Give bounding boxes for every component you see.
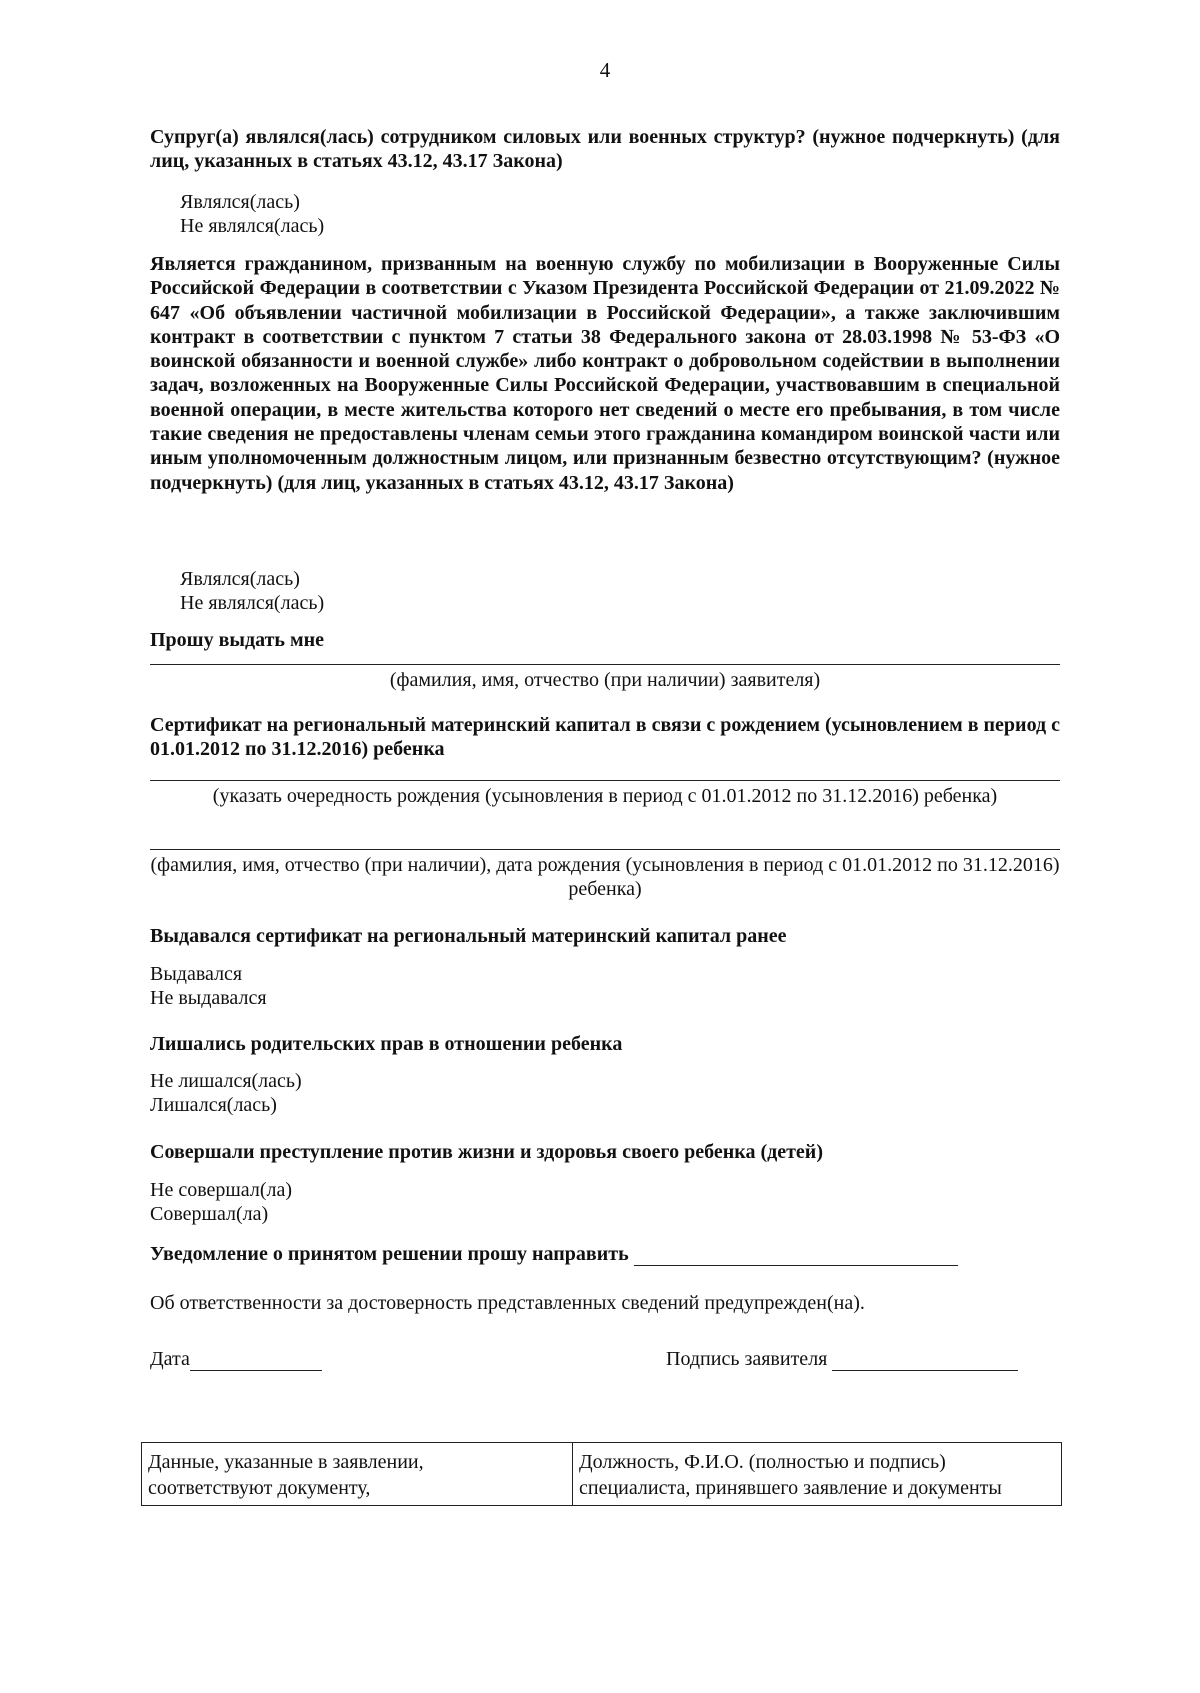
question-deprived: Лишались родительских прав в отношении ребенка — [150, 1033, 623, 1055]
verification-table — [141, 1442, 1062, 1506]
responsibility-statement: Об ответственности за достоверность представленных сведений предупрежден(на). — [150, 1292, 865, 1314]
options-deprived — [150, 1069, 302, 1117]
question-mobilized: Является гражданином, призванным на военную службу по мобилизации в Вооруженные Силы Российской Федерации в соответствии с Указом Президента Российской Федерации от 21.09.2022 № 647 «Об объявлении частичной мобилизации в Российской Федерации», а также заключившим контракт в соответствии с пунктом 7 статьи 38 Федерального закона от 28.03.1998 № 53-ФЗ «О воинской обязанности и военной службе» либо контракт о добровольном содействии в выполнении задач, возложенных на Вооруженные Силы Российской Федерации, участвовавшим в специальной военной операции, в месте жительства которого нет сведений о месте его пребывания, в том числе такие сведения не предоставлены членам семьи этого гражданина командиром воинской части или иным уполномоченным должностным лицом, или признанным безвестно отсутствующим? (нужное подчеркнуть) (для лиц, указанных в статьях 43.12, 43.17 Закона) — [150, 253, 1060, 494]
option-was-not[interactable]: Не являлся(лась) — [180, 215, 325, 237]
applicant-name-caption: (фамилия, имя, отчество (при наличии) заявителя) — [389, 669, 821, 691]
date-row — [150, 1347, 322, 1371]
question-crime: Совершали преступление против жизни и здоровья своего ребенка (детей) — [150, 1141, 823, 1163]
option-deprived[interactable]: Лишался(лась) — [150, 1094, 277, 1116]
option-not-issued[interactable]: Не выдавался — [150, 987, 267, 1009]
option-not-committed[interactable]: Не совершал(ла) — [150, 1179, 293, 1201]
verification-data-text: Данные, указанные в заявлении, — [148, 1451, 424, 1473]
verification-data-text: соответствуют документу, — [148, 1477, 371, 1499]
verification-specialist-text: Должность, Ф.И.О. (полностью и подпись) — [579, 1451, 946, 1473]
signature-label: Подпись заявителя — [666, 1348, 828, 1370]
date-line[interactable] — [190, 1350, 322, 1371]
verification-specialist-cell — [573, 1443, 1062, 1506]
applicant-name-line[interactable] — [150, 664, 1060, 665]
options-mobilized — [180, 567, 324, 615]
date-label: Дата — [150, 1348, 190, 1370]
page-number: 4 — [599, 58, 611, 82]
certificate-text: Сертификат на региональный материнский капитал в связи с рождением (усыновлением в период с 01.01.2012 по 31.12.2016) ребенка — [150, 714, 1060, 761]
birth-order-line[interactable] — [150, 780, 1060, 781]
option-committed[interactable]: Совершал(ла) — [150, 1203, 269, 1225]
question-spouse: Супруг(а) являлся(лась) сотрудником силовых или военных структур? (нужное подчеркнуть) (для лиц, указанных в статьях 43.12, 43.17 Закона) — [150, 126, 1060, 173]
request-label: Прошу выдать мне — [150, 629, 325, 651]
verification-row — [142, 1443, 1062, 1506]
notification-label: Уведомление о принятом решении прошу направить — [150, 1243, 629, 1265]
option-not-deprived[interactable]: Не лишался(лась) — [150, 1070, 302, 1092]
question-issued-before: Выдавался сертификат на региональный материнский капитал ранее — [150, 925, 787, 947]
signature-line[interactable] — [832, 1350, 1018, 1371]
birth-order-caption: (указать очередность рождения (усыновления в период с 01.01.2012 по 31.12.2016) ребенка) — [212, 785, 998, 807]
notification-row — [150, 1242, 958, 1266]
option-issued[interactable]: Выдавался — [150, 963, 243, 985]
option-was-not[interactable]: Не являлся(лась) — [180, 592, 325, 614]
option-was[interactable]: Являлся(лась) — [180, 191, 300, 213]
notification-method-line[interactable] — [634, 1245, 958, 1266]
child-name-line[interactable] — [150, 849, 1060, 850]
option-was[interactable]: Являлся(лась) — [180, 568, 300, 590]
verification-specialist-text: специалиста, принявшего заявление и документы — [579, 1477, 1002, 1499]
child-name-caption: (фамилия, имя, отчество (при наличии), дата рождения (усыновления в период с 01.01.2012 по 31.12.2016) ребенка) — [150, 854, 1060, 900]
signature-row — [666, 1347, 1018, 1371]
options-spouse — [180, 190, 324, 238]
options-crime — [150, 1178, 292, 1226]
options-issued-before — [150, 962, 267, 1010]
verification-data-cell — [142, 1443, 573, 1506]
